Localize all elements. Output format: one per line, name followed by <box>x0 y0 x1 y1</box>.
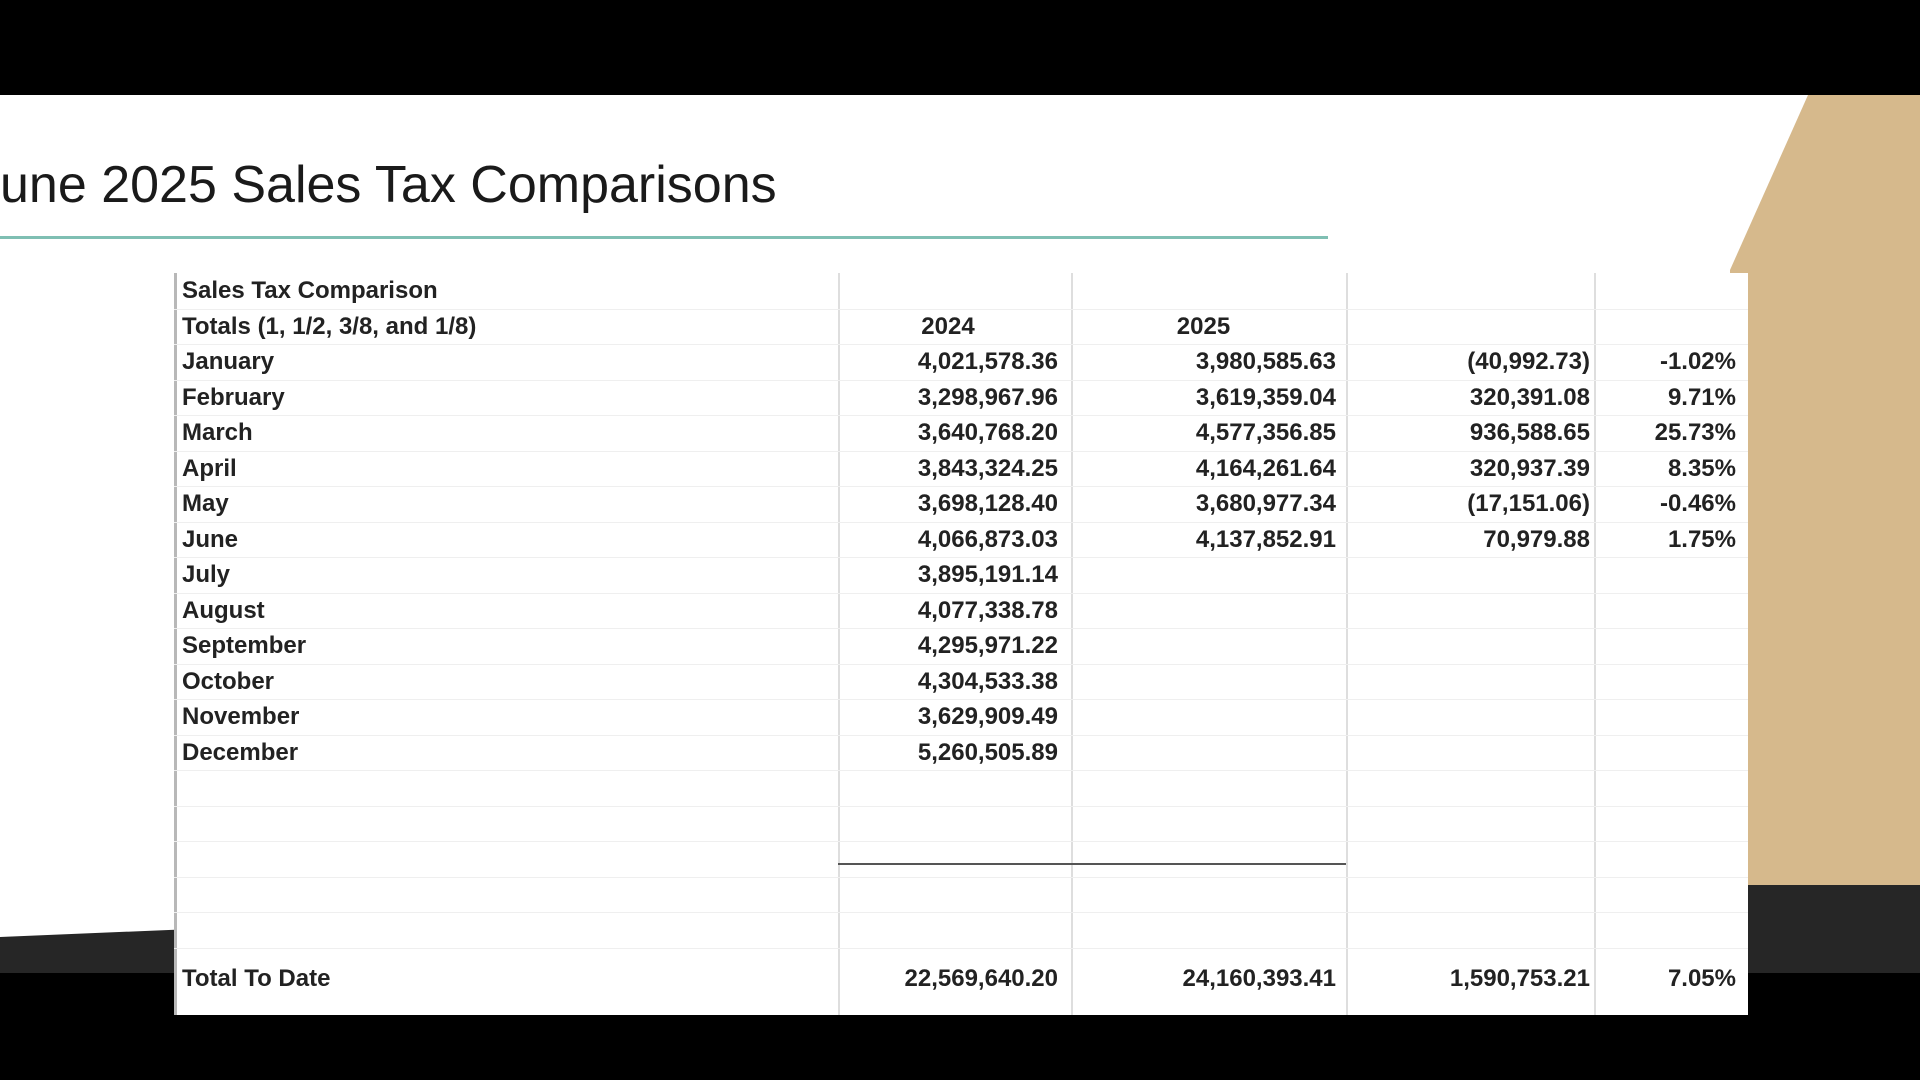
value-2024: 3,629,909.49 <box>917 703 1058 730</box>
percent-change <box>1600 557 1736 593</box>
value-2025: 3,680,977.34 <box>1195 490 1336 517</box>
percent-change <box>1600 664 1736 700</box>
empty-row <box>174 912 1748 949</box>
table-row <box>174 699 1748 736</box>
value-2024: 4,021,578.36 <box>917 348 1058 375</box>
table-row <box>174 522 1748 559</box>
value-2025: 4,577,356.85 <box>1195 419 1336 446</box>
difference <box>1350 557 1590 593</box>
total-2025: 24,160,393.41 <box>1182 965 1336 992</box>
month-label: January <box>182 348 275 375</box>
value-2025: 3,619,359.04 <box>1195 383 1336 411</box>
table-row <box>174 451 1748 488</box>
value-2025: 3,980,585.63 <box>1195 348 1336 375</box>
difference: (17,151.06) <box>1467 490 1590 517</box>
percent-change: 8.35% <box>1667 454 1736 482</box>
value-2024: 3,640,768.20 <box>917 419 1058 446</box>
empty-row <box>174 806 1748 843</box>
month-label: November <box>182 703 300 730</box>
percent-change: 25.73% <box>1654 419 1736 446</box>
value-2024: 4,304,533.38 <box>917 667 1058 695</box>
difference: 320,937.39 <box>1469 454 1590 482</box>
difference: 320,391.08 <box>1469 383 1590 411</box>
table-row <box>174 664 1748 701</box>
value-2024: 5,260,505.89 <box>917 738 1058 766</box>
percent-change: -0.46% <box>1659 490 1736 517</box>
value-2024: 3,895,191.14 <box>917 561 1058 588</box>
table-row <box>174 735 1748 772</box>
table-subcaption: Totals (1, 1/2, 3/8, and 1/8) <box>182 312 477 340</box>
value-2025 <box>1071 628 1336 664</box>
table-row <box>174 486 1748 523</box>
value-2025: 4,164,261.64 <box>1195 454 1336 482</box>
percent-change <box>1600 628 1736 664</box>
table-row <box>174 593 1748 630</box>
value-2024: 4,295,971.22 <box>917 632 1058 659</box>
column-header-2024: 2024 <box>921 312 975 340</box>
month-label: June <box>182 525 239 553</box>
percent-change <box>1600 735 1736 771</box>
table-caption: Sales Tax Comparison <box>182 277 438 304</box>
table-row <box>174 380 1748 417</box>
difference <box>1350 628 1590 664</box>
slide-title: une 2025 Sales Tax Comparisons <box>0 156 777 214</box>
percent-change: 9.71% <box>1667 383 1736 411</box>
column-header-2025: 2025 <box>1176 312 1231 340</box>
total-2024: 22,569,640.20 <box>904 965 1058 992</box>
value-2024: 4,077,338.78 <box>917 596 1058 624</box>
percent-change: -1.02% <box>1659 348 1736 375</box>
value-2025: 4,137,852.91 <box>1195 525 1336 553</box>
difference: 936,588.65 <box>1469 419 1590 446</box>
total-row <box>174 961 1748 997</box>
difference <box>1350 664 1590 700</box>
table-row <box>174 415 1748 452</box>
empty-row <box>174 841 1748 878</box>
value-2025 <box>1071 593 1336 629</box>
total-label: Total To Date <box>182 965 331 992</box>
value-2025 <box>1071 557 1336 593</box>
empty-row <box>174 877 1748 914</box>
table-row <box>174 557 1748 594</box>
empty-row <box>174 770 1748 807</box>
value-2024: 3,298,967.96 <box>917 383 1058 411</box>
month-label: March <box>182 419 253 446</box>
decorative-tan-shape <box>1730 95 1920 885</box>
percent-change: 1.75% <box>1667 525 1736 553</box>
value-2024: 4,066,873.03 <box>917 525 1058 553</box>
value-2025 <box>1071 735 1336 771</box>
month-label: October <box>182 667 275 695</box>
sales-tax-table <box>174 273 1748 1015</box>
table-header-row <box>174 309 1748 346</box>
month-label: April <box>182 454 237 482</box>
table-row <box>174 344 1748 381</box>
total-percent-change: 7.05% <box>1667 965 1736 992</box>
month-label: August <box>182 596 265 624</box>
month-label: September <box>182 632 307 659</box>
month-label: May <box>182 490 229 517</box>
month-label: December <box>182 738 299 766</box>
value-2025 <box>1071 664 1336 700</box>
difference <box>1350 593 1590 629</box>
value-2024: 3,698,128.40 <box>917 490 1058 517</box>
percent-change <box>1600 593 1736 629</box>
slide-background <box>0 95 1920 992</box>
title-underline <box>0 236 1328 239</box>
total-difference: 1,590,753.21 <box>1449 965 1590 992</box>
difference: (40,992.73) <box>1467 348 1590 375</box>
month-label: July <box>182 561 231 588</box>
month-label: February <box>182 383 285 411</box>
value-2025 <box>1071 699 1336 735</box>
difference <box>1350 699 1590 735</box>
percent-change <box>1600 699 1736 735</box>
difference: 70,979.88 <box>1483 525 1590 553</box>
difference <box>1350 735 1590 771</box>
table-caption-row <box>174 273 1748 310</box>
value-2024: 3,843,324.25 <box>917 454 1058 482</box>
table-row <box>174 628 1748 665</box>
